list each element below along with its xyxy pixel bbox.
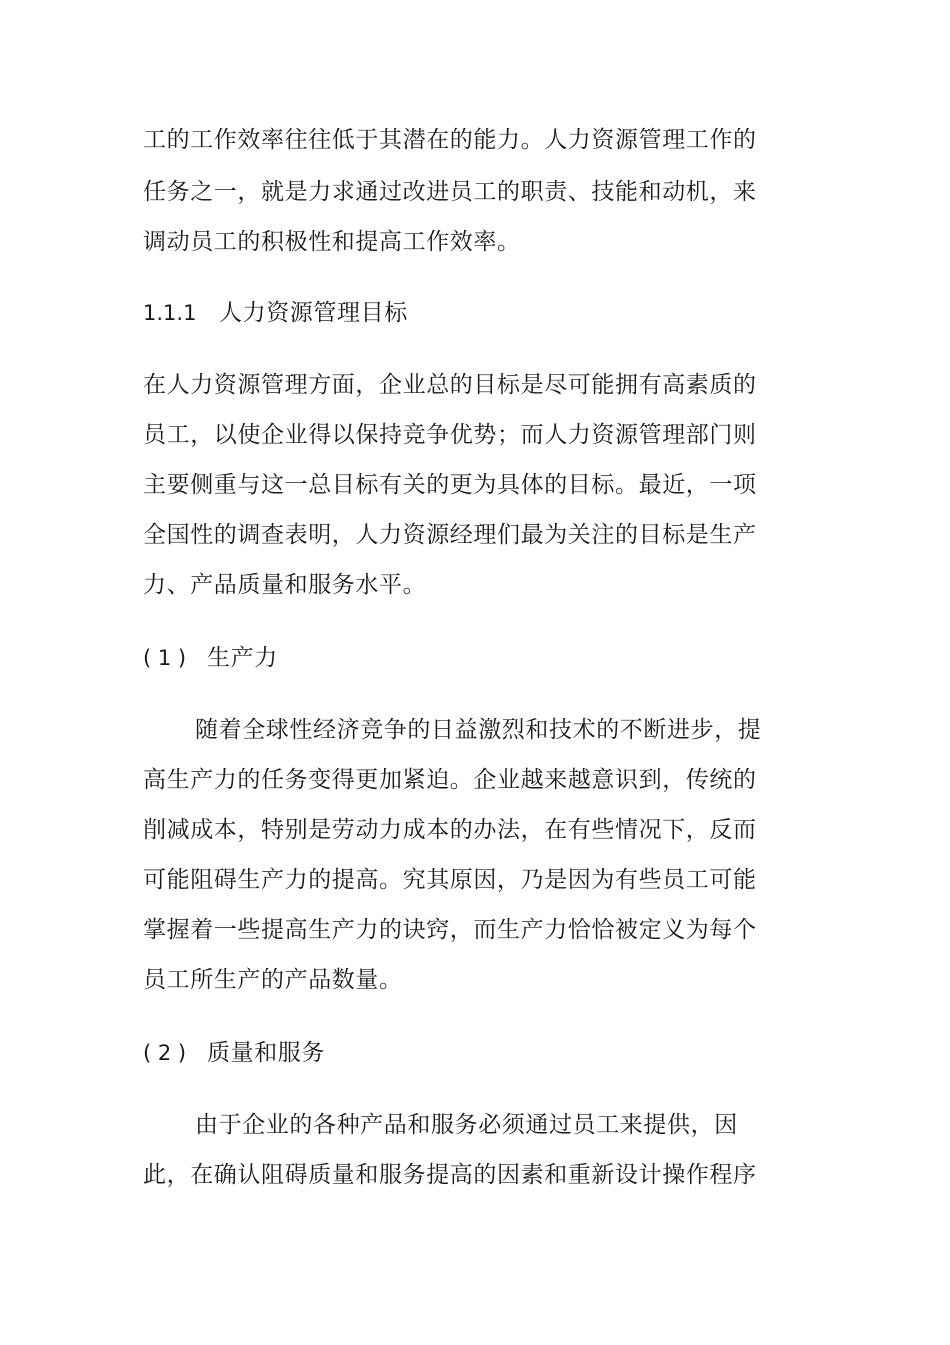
item-number: ( 1 ): [143, 646, 187, 670]
section-title: 人力资源管理目标: [219, 300, 408, 326]
paragraph-line: 在人力资源管理方面，企业总的目标是尽可能拥有高素质的: [143, 372, 757, 398]
paragraph-line: 调动员工的积极性和提高工作效率。: [143, 229, 521, 255]
paragraph-line: 工的工作效率往往低于其潜在的能力。人力资源管理工作的: [143, 127, 757, 153]
paragraph-line: 高生产力的任务变得更加紧迫。企业越来越意识到，传统的: [143, 767, 757, 793]
paragraph-line: 掌握着一些提高生产力的诀窍，而生产力恰恰被定义为每个: [143, 917, 757, 943]
paragraph-line: 全国性的调查表明，人力资源经理们最为关注的目标是生产: [143, 522, 757, 548]
paragraph-line: 削减成本，特别是劳动力成本的办法，在有些情况下，反而: [143, 817, 757, 843]
paragraph-line: 此，在确认阻碍质量和服务提高的因素和重新设计操作程序: [143, 1162, 757, 1188]
item-number: ( 2 ): [143, 1041, 187, 1065]
paragraph-line: 力、产品质量和服务水平。: [143, 572, 427, 598]
item-title: 生产力: [207, 645, 278, 671]
paragraph-line: 任务之一，就是力求通过改进员工的职责、技能和动机，来: [143, 179, 757, 205]
paragraph-line: 主要侧重与这一总目标有关的更为具体的目标。最近，一项: [143, 472, 757, 498]
paragraph-line: 由于企业的各种产品和服务必须通过员工来提供，因: [195, 1112, 738, 1138]
paragraph-line: 随着全球性经济竞争的日益激烈和技术的不断进步，提: [195, 717, 762, 743]
item-title: 质量和服务: [207, 1040, 325, 1066]
paragraph-line: 可能阻碍生产力的提高。究其原因，乃是因为有些员工可能: [143, 867, 757, 893]
section-number: 1.1.1: [143, 301, 197, 325]
paragraph-line: 员工所生产的产品数量。: [143, 967, 403, 993]
paragraph-line: 员工，以使企业得以保持竞争优势；而人力资源管理部门则: [143, 422, 757, 448]
